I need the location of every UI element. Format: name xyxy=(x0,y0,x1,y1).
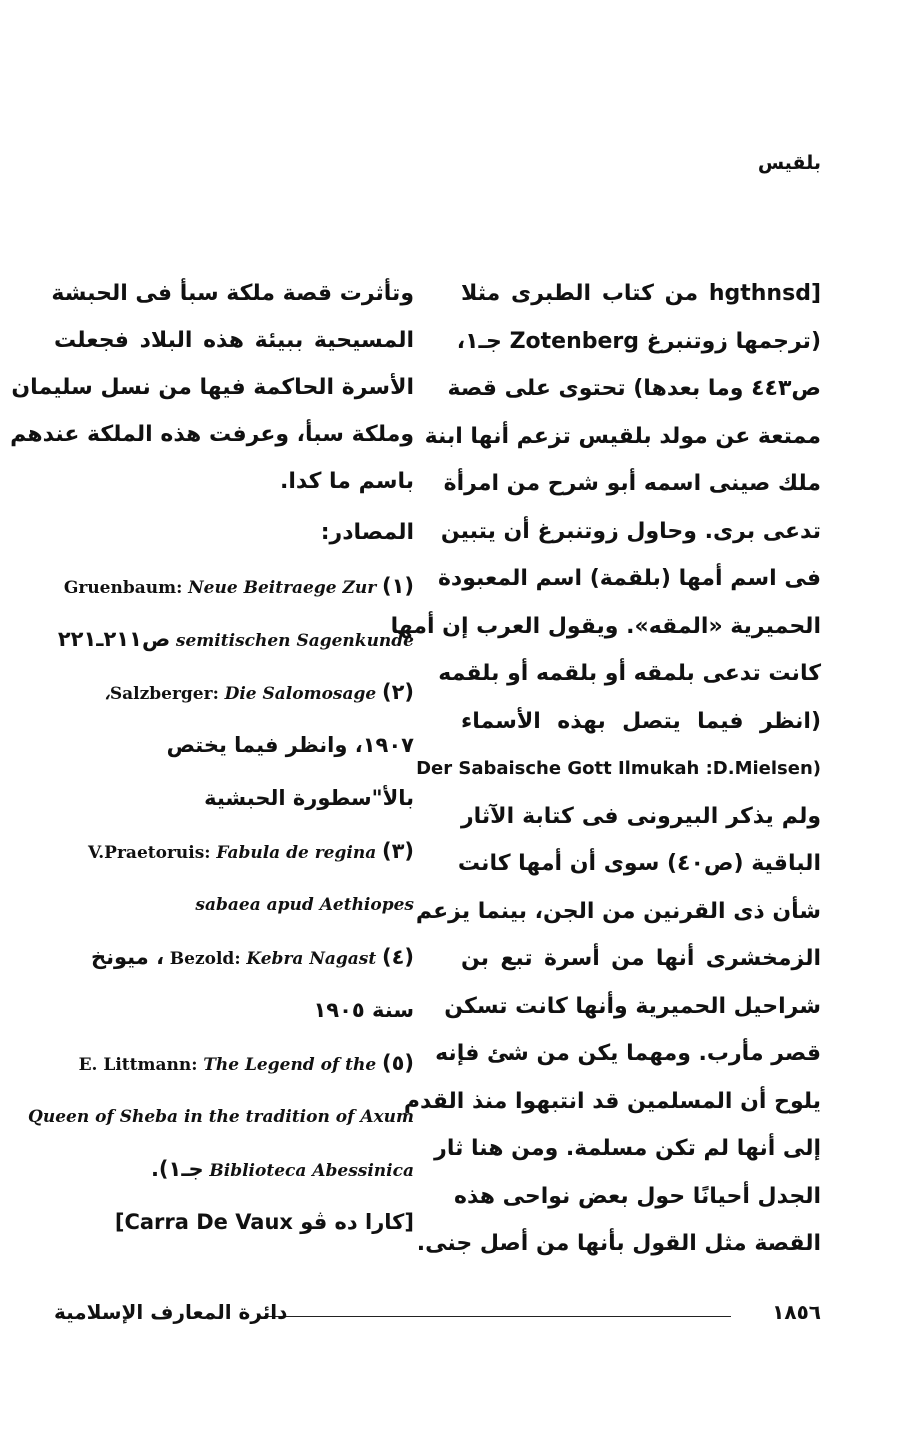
text-line: فى اسم أمها (بلقمة) اسم المعبودة xyxy=(437,566,821,591)
source-title: Neue Beitraege Zur xyxy=(188,578,377,598)
source-note: ١٩٠٧، وانظر فيما يختص xyxy=(166,733,414,757)
text-line: باسم ما كدا. xyxy=(279,469,414,494)
text-line: ولم يذكر البيرونى فى كتابة الآثار xyxy=(461,803,821,829)
text-line: كانت تدعى بلمقه أو بلقمه أو بلقمه xyxy=(438,661,821,686)
text-line: شراحيل الحميرية وأنها كانت تسكن xyxy=(444,993,821,1019)
source-entry xyxy=(54,560,414,613)
text-line-latin: (Der Sabaische Gott Ilmukah :D.Mielsen xyxy=(416,758,821,779)
text-line: ملك صينى اسمه أبو شرح من امرأة xyxy=(443,471,821,496)
source-entry-cont xyxy=(28,1090,414,1143)
source-entry xyxy=(54,1037,414,1090)
text-line: يلوح أن المسلمين قد انتبهوا منذ القدم xyxy=(403,1088,821,1114)
source-volume: جـ١). xyxy=(150,1157,204,1181)
entry-header: بلقيس xyxy=(757,152,821,174)
source-number: (٣) xyxy=(381,839,414,863)
source-author: V.Praetoruis: xyxy=(88,843,211,863)
source-pages: ص٢١١ـ٢٢١ xyxy=(57,627,171,651)
source-entry xyxy=(54,666,414,719)
text-line: وملكة سبأ، وعرفت هذه الملكة عندهم xyxy=(10,422,414,447)
text-line: وتأثرت قصة ملكة سبأ فى الحبشة xyxy=(51,281,414,306)
footer-rule xyxy=(264,1316,731,1317)
source-note: بالأ"سطورة الحبشية xyxy=(204,786,414,810)
source-title: Die Salomosage، xyxy=(104,684,377,704)
source-author: Salzberger: xyxy=(109,684,219,704)
source-entry-cont xyxy=(54,878,414,931)
source-title: Queen of Sheba in the tradition of Axum xyxy=(28,1107,414,1127)
source-title: Fabula de regina xyxy=(216,843,377,863)
source-place: ، ميونخ xyxy=(91,945,165,969)
text-line: الزمخشرى أنها من أسرة تبع بن xyxy=(461,946,821,971)
source-author: Bezold: xyxy=(169,949,241,969)
text-line: ص٤٤٣ وما بعدها) تحتوى على قصة xyxy=(447,376,821,401)
source-title: sabaea apud Aethiopes xyxy=(195,895,414,915)
text-line: قصر مأرب. ومهما يكن من شئ فإنه xyxy=(435,1041,821,1066)
text-line: ممتعة عن مولد بلقيس تزعم أنها ابنة xyxy=(424,423,821,449)
text-line: القصة مثل القول بأنها من أصل جنى. xyxy=(416,1231,821,1256)
source-number: (٢) xyxy=(381,680,414,704)
page-footer xyxy=(54,1300,821,1330)
text-line: [hgthnsd من كتاب الطبرى مثلا xyxy=(461,281,821,306)
source-entry-cont xyxy=(54,719,414,772)
sources-heading: المصادر: xyxy=(320,520,414,545)
source-entry-cont xyxy=(54,1143,414,1196)
text-line: (ترجمها زوتنبرغ Zotenberg جـ١، xyxy=(456,328,821,354)
text-line: إلى أنها لم تكن مسلمة. ومن هنا ثار xyxy=(434,1136,821,1161)
right-column xyxy=(390,270,821,1268)
source-title: The Legend of the xyxy=(203,1055,377,1075)
author-signature xyxy=(54,1196,414,1249)
source-year: سنة ١٩٠٥ xyxy=(313,998,414,1022)
article-author: [كارا ده ڤو Carra De Vaux] xyxy=(114,1210,414,1234)
source-title: Kebra Nagast xyxy=(246,949,377,969)
text-line: الأسرة الحاكمة فيها من نسل سليمان xyxy=(11,375,414,400)
source-number: (١) xyxy=(381,574,414,598)
source-author: Gruenbaum: xyxy=(63,578,183,598)
page-number: ١٨٥٦ xyxy=(772,1300,821,1324)
source-entry xyxy=(54,825,414,878)
text-line: شأن ذى القرنين من الجن، بينما يزعم xyxy=(415,898,821,924)
source-number: (٤) xyxy=(381,945,414,969)
book-title: دائرة المعارف الإسلامية xyxy=(54,1300,288,1324)
source-number: (٥) xyxy=(381,1051,414,1075)
text-line: الحميرية «المقه». ويقول العرب إن أمها xyxy=(390,613,821,639)
text-line: تدعى برى. وحاول زوتنبرغ أن يتبين xyxy=(440,518,821,544)
text-line: المسيحية ببيئة هذه البلاد فجعلت xyxy=(54,328,414,353)
text-line: الجدل أحيانًا حول بعض نواحى هذه xyxy=(454,1183,821,1209)
text-line: (انظر فيما يتصل بهذه الأسماء xyxy=(461,708,821,734)
source-entry-cont xyxy=(54,772,414,825)
source-entry-cont xyxy=(54,613,414,666)
source-entry xyxy=(54,931,414,984)
source-entry-cont xyxy=(54,984,414,1037)
source-title: Biblioteca Abessinica xyxy=(209,1161,414,1181)
text-line: الباقية (ص٤٠) سوى أن أمها كانت xyxy=(457,851,821,876)
source-title: semitischen Sagenkunde xyxy=(175,631,414,651)
source-author: E. Littmann: xyxy=(78,1055,198,1075)
left-column xyxy=(10,270,414,1249)
